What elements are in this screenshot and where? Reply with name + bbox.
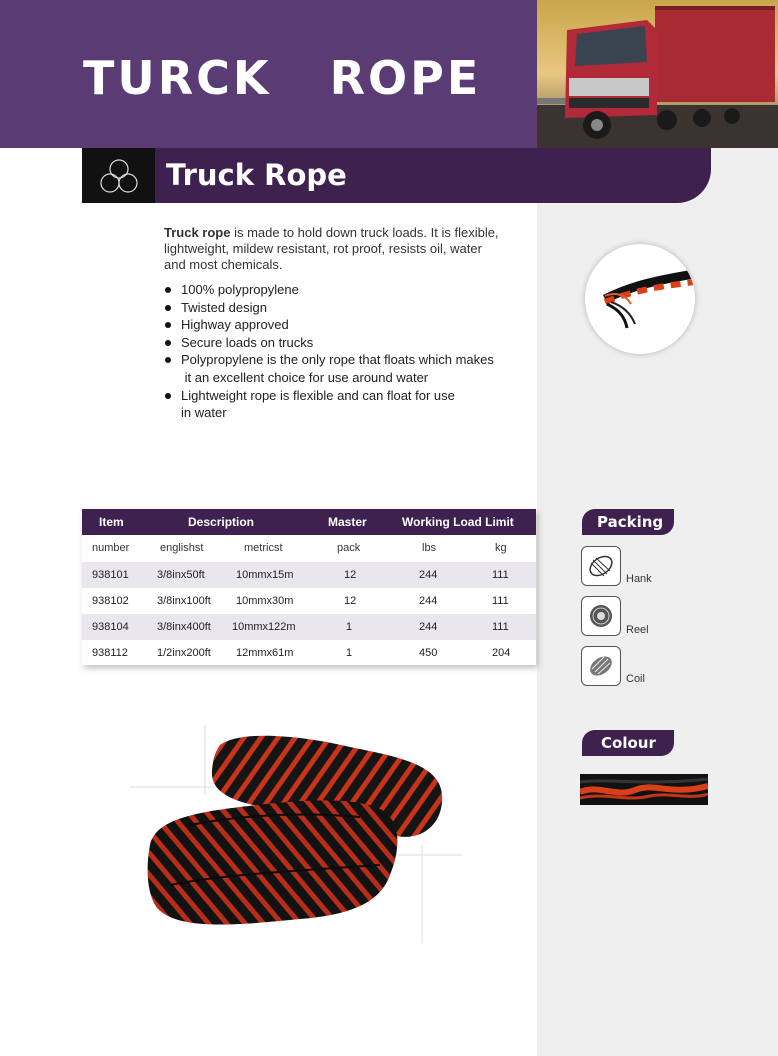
truck-photo (537, 0, 778, 148)
reel-icon (581, 596, 621, 636)
coil-icon (581, 646, 621, 686)
col-master: Master (328, 515, 367, 529)
table-row (82, 588, 536, 614)
sub-number: number (92, 542, 130, 554)
col-description: Description (188, 515, 255, 529)
cell-lbs: 244 (419, 569, 438, 581)
packing-label-hank: Hank (626, 573, 652, 585)
cell-kg: 111 (492, 569, 509, 581)
packing-tab (582, 509, 674, 535)
cell-pack: 12 (344, 569, 357, 581)
page-title: TURCK ROPE (83, 51, 482, 105)
cell-kg: 204 (492, 647, 511, 659)
intro-text: is made to hold down truck loads. It is flexible, lightweight, mildew resistant, rot proof, resists oil, water and most chemicals. (164, 225, 499, 272)
section-title: Truck Rope (166, 158, 347, 192)
colour-tab (582, 730, 674, 756)
feature-list (164, 281, 544, 422)
packing-label-coil: Coil (626, 673, 645, 685)
cell-number: 938102 (92, 595, 129, 607)
sub-lbs: lbs (422, 542, 437, 554)
cell-metric: 10mmx30m (236, 595, 294, 607)
sub-pack: pack (337, 542, 361, 554)
cell-pack: 1 (346, 647, 353, 659)
cell-pack: 12 (344, 595, 357, 607)
feature-item: Lightweight rope is flexible and can float for use in water (164, 387, 544, 422)
cell-english: 3/8inx100ft (157, 595, 211, 607)
feature-item: Highway approved (164, 316, 544, 334)
table-header (82, 509, 536, 535)
feature-item: Polypropylene is the only rope that floats which makes it an excellent choice for use around water (164, 351, 544, 386)
packing-label-reel: Reel (626, 624, 649, 636)
intro-bold: Truck rope (164, 225, 231, 240)
cell-pack: 1 (346, 621, 353, 633)
cell-english: 3/8inx400ft (157, 621, 211, 633)
table-row (82, 562, 536, 588)
cell-metric: 12mmx61m (236, 647, 294, 659)
cell-lbs: 244 (419, 595, 438, 607)
intro-paragraph (164, 225, 504, 273)
cell-number: 938112 (92, 647, 128, 659)
hank-icon (581, 546, 621, 586)
feature-item: 100% polypropylene (164, 281, 544, 299)
rope-bundle-image (130, 725, 465, 945)
packing-title: Packing (597, 513, 664, 531)
cell-number: 938101 (92, 569, 129, 581)
col-wll: Working Load Limit (402, 515, 514, 529)
page-header (0, 0, 537, 148)
feature-item: Secure loads on trucks (164, 334, 544, 352)
table-subheader (82, 535, 536, 562)
rope-closeup-image (585, 244, 695, 354)
rope-logo-icon (82, 148, 155, 203)
colour-title: Colour (601, 734, 656, 752)
cell-english: 3/8inx50ft (157, 569, 205, 581)
sub-metricst: metricst (244, 542, 283, 554)
sub-kg: kg (495, 542, 507, 554)
sub-englishst: englishst (160, 542, 204, 554)
table-row (82, 614, 536, 640)
cell-english: 1/2inx200ft (157, 647, 211, 659)
cell-metric: 10mmx15m (236, 569, 294, 581)
cell-lbs: 450 (419, 647, 438, 659)
table-row (82, 640, 536, 666)
cell-kg: 111 (492, 595, 509, 607)
cell-number: 938104 (92, 621, 129, 633)
feature-item: Twisted design (164, 299, 544, 317)
col-item: Item (99, 515, 124, 529)
cell-metric: 10mmx122m (232, 621, 296, 633)
cell-kg: 111 (492, 621, 509, 633)
colour-swatch (580, 774, 708, 805)
cell-lbs: 244 (419, 621, 438, 633)
